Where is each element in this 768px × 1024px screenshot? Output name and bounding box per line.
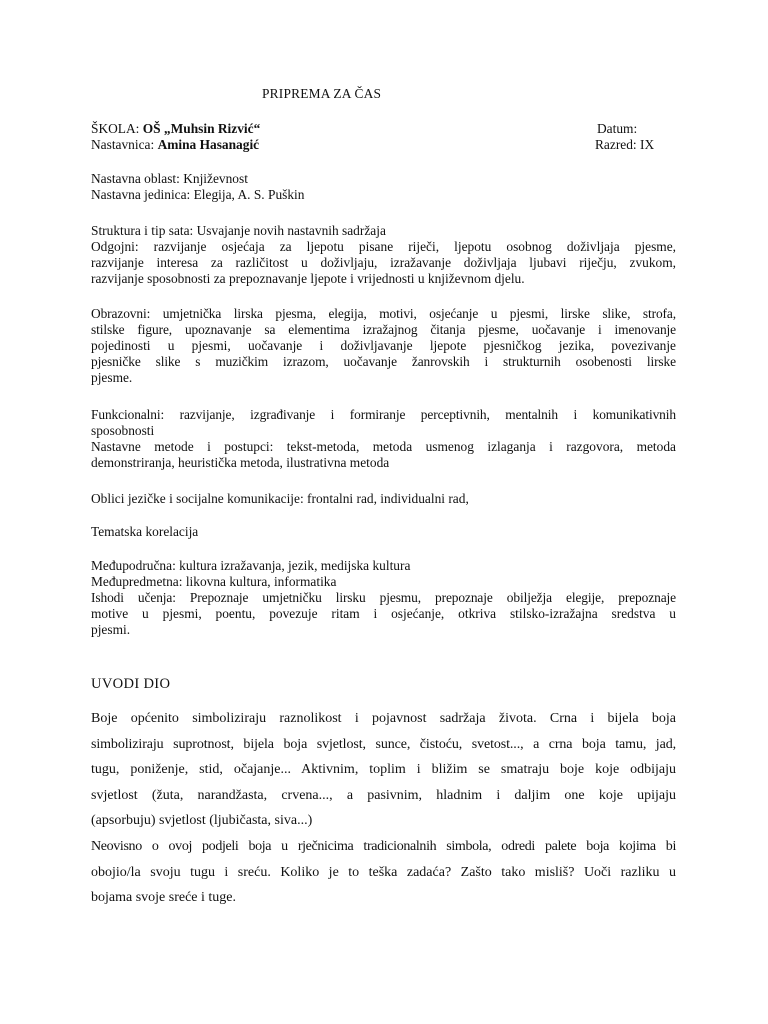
header-info xyxy=(91,121,676,153)
educational-goal-line: razvijanje interesa za različitost u doživljaju, izražavanje doživljaja ljubavi riječju, zvukom, xyxy=(91,255,676,270)
cross-subject-line: Međupredmetna: likovna kultura, informatika xyxy=(91,574,337,589)
functional-section xyxy=(91,407,676,471)
outcomes-line: Ishodi učenja: Prepoznaje umjetničku lirsku pjesmu, prepoznaje obilježja elegije, prepoznaje xyxy=(91,590,676,605)
intro-line: Boje općenito simboliziraju raznolikost i pojavnost sadržaja života. Crna i bijela boja xyxy=(91,711,676,726)
educational-objectives xyxy=(91,306,676,386)
task-line: bojama svoje sreće i tuge. xyxy=(91,890,237,906)
cross-area-line: Međupodručna: kultura izražavanja, jezik, medijska kultura xyxy=(91,558,411,573)
functional-line: sposobnosti xyxy=(91,423,155,438)
lesson-unit: Nastavna jedinica: Elegija, A. S. Puškin xyxy=(91,187,305,202)
subject-info xyxy=(91,171,676,203)
objective-line: pojedinosti u pjesmi, uočavanje i doživljavanje ljepote pjesničkog jezika, povezivanje xyxy=(91,338,676,353)
thematic-correlation xyxy=(91,524,676,540)
intro-line: tugu, poniženje, stid, očajanje... Aktivnim, toplim i bližim se smatraju boje koje odbijaju xyxy=(91,762,676,778)
intro-line: svjetlost (žuta, narandžasta, crvena..., a pasivnim, hladnim i daljim one koje upijaju xyxy=(91,787,676,803)
task-line: obojio/la svoju tugu i sreću. Koliko je to teška zadaća? Zašto tako misliš? Uoči razliku u xyxy=(91,864,676,880)
methods-line: demonstriranja, heuristička metoda, ilustrativna metoda xyxy=(91,455,390,470)
school-name: OŠ „Muhsin Rizvić“ xyxy=(142,121,261,136)
teacher-label: Nastavnica: xyxy=(91,137,158,152)
lesson-structure: Struktura i tip sata: Usvajanje novih nastavnih sadržaja xyxy=(91,223,386,238)
teacher-row xyxy=(91,137,676,153)
intro-line: (apsorbuju) svjetlost (ljubičasta, siva...) xyxy=(91,813,313,829)
intro-paragraph xyxy=(91,706,676,911)
communication-forms xyxy=(91,491,676,507)
school-row xyxy=(91,121,676,137)
outcomes-line: pjesmi. xyxy=(91,622,131,637)
page-title: PRIPREMA ZA ČAS xyxy=(262,86,382,101)
objective-line: pjesničke slike s muzičkim izrazom, uočavanje žanrovskih i strukturnih osobenosti lirske xyxy=(91,354,676,369)
school-label: ŠKOLA: xyxy=(91,121,143,136)
methods-line: Nastavne metode i postupci: tekst-metoda, metoda usmenog izlaganja i razgovora, metoda xyxy=(91,439,676,454)
intro-line: simboliziraju suprotnost, bijela boja svjetlost, sunce, čistoću, svetost..., a crna boja tamu, jad, xyxy=(91,736,676,752)
educational-goal-line: Odgojni: razvijanje osjećaja za ljepotu pisane riječi, ljepotu osobnog doživljaja pjesme, xyxy=(91,239,676,254)
teacher-name: Amina Hasanagić xyxy=(157,137,260,152)
structure-section xyxy=(91,223,676,287)
outcomes-line: motive u pjesmi, poentu, povezuje ritam i osjećanje, otkriva stilsko-izražajna sredstva u xyxy=(91,606,676,621)
grade-label: Razred: IX xyxy=(595,137,655,152)
objective-line: stilske figure, upoznavanje sa elementima izražajnog čitanja pjesme, uočavanje i imenovanje xyxy=(91,322,676,337)
communication-line: Oblici jezičke i socijalne komunikacije: frontalni rad, individualni rad, xyxy=(91,491,469,506)
correlation-heading: Tematska korelacija xyxy=(91,524,199,539)
date-label: Datum: xyxy=(597,121,638,136)
task-line: Neovisno o ovoj podjeli boja u rječnicima tradicionalnih simbola, odredi palete boja kojima bi xyxy=(91,838,676,854)
educational-goal-line: razvijanje sposobnosti za prepoznavanje ljepote i vrijednosti u književnom djelu. xyxy=(91,271,525,286)
correlation-section xyxy=(91,558,676,638)
objective-line: Obrazovni: umjetnička lirska pjesma, elegija, motivi, osjećanje u pjesmi, lirske slike, strofa, xyxy=(91,306,676,321)
subject-area: Nastavna oblast: Književnost xyxy=(91,171,248,186)
functional-line: Funkcionalni: razvijanje, izgrađivanje i formiranje perceptivnih, mentalnih i komunikativnih xyxy=(91,407,676,422)
objective-line: pjesme. xyxy=(91,370,133,385)
section-heading: UVODI DIO xyxy=(91,676,171,692)
